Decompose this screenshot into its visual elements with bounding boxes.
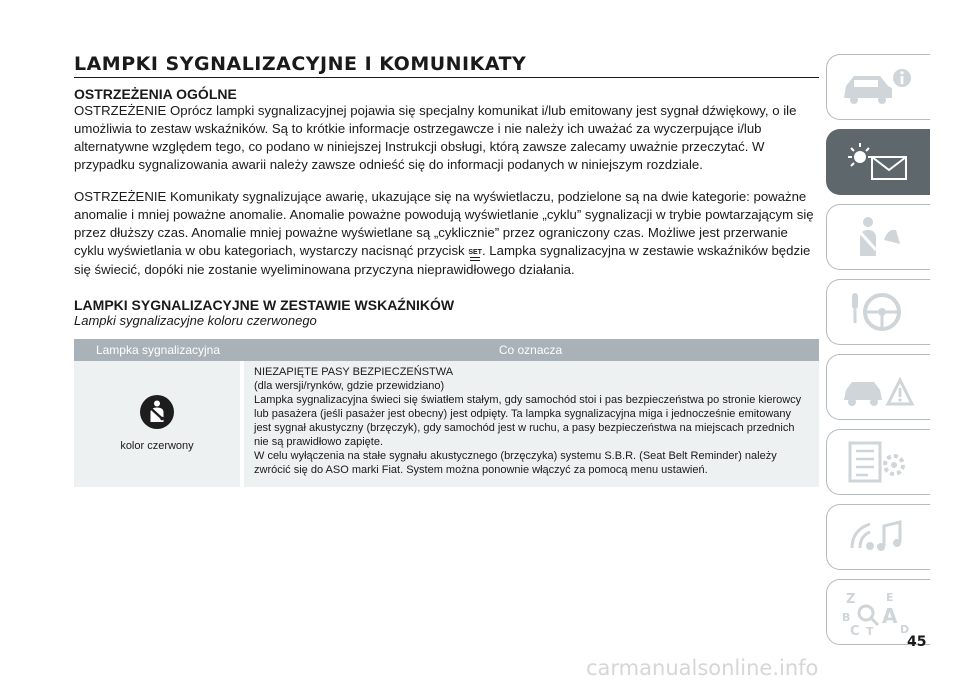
page-number: 45 (907, 634, 927, 650)
tab-warning-lights[interactable] (826, 129, 930, 195)
lamp-color-label: kolor czerwony (120, 440, 194, 452)
paragraph-text-after: . Lampka sygnalizacyjna w zestawie wskaźników będzie się świecić, dopóki nie zostanie wyeliminowana przyczyna nieprawidłowego działania. (74, 243, 811, 277)
paragraph-general-warning: OSTRZEŻENIE Oprócz lampki sygnalizacyjnej pojawia się specjalny komunikat i/lub emitowany jest sygnał dźwiękowy, o ile umożliwia to zestaw wskaźników. Są to krótkie informacje ostrzegawcze i nie należy ich uważać za wyczerpujące i/lub alternatywne względem tego, co podano w niniejszej Instrukcji obsługi, którą zawsze zalecamy uważnie przeczytać. W przypadku sygnalizowania awarii należy zawsze odnieść się do informacji podanych w niniejszym rozdziale. (74, 103, 797, 172)
tab-safety[interactable] (826, 204, 930, 270)
chapter-tabs (826, 54, 930, 654)
index-letter-c: C (849, 624, 860, 639)
warning-sbr-note: W celu wyłączenia na stałe sygnału akustycznego (brzęczyka) systemu S.B.R. (Seat Belt Reminder) należy zwrócić się do ASO marki Fiat. System można ponownie włączyć za pomocą menu ustawień. (254, 450, 777, 476)
tab-emergency[interactable] (826, 354, 930, 420)
warning-lights-table (74, 339, 819, 487)
page-title: LAMPKI SYGNALIZACYJNE I KOMUNIKATY (74, 54, 819, 78)
car-info-icon (836, 60, 922, 114)
tab-multimedia[interactable] (826, 504, 930, 570)
main-content (74, 54, 819, 329)
steering-key-icon (836, 285, 922, 339)
set-button-icon: SET (468, 249, 482, 261)
header-meaning: Co oznacza (242, 339, 819, 361)
subsection-title: LAMPKI SYGNALIZACYJNE W ZESTAWIE WSKAŹNIKÓW (74, 297, 455, 313)
warning-availability: (dla wersji/rynków, gdzie przewidziano) (254, 380, 445, 392)
index-abc-icon (836, 585, 922, 639)
warning-description: Lampka sygnalizacyjna świeci się światłem stałym, gdy samochód stoi i pas bezpieczeństwa po stronie kierowcy lub pasażera (jeśli pasażer jest obecny) jest odpięty. Ta lampka sygnalizacyjna miga i jednocześnie emitowany jest sygnał akustyczny (brzęczyk), gdy samochód jest w ruchu, a pasy bezpieczeństwa na miejscach przednich nie są prawidłowo zapięte. (254, 394, 802, 448)
index-letter-e: E (885, 591, 894, 604)
watermark: carmanualsonline.info (586, 656, 819, 680)
paragraph-text-before: OSTRZEŻENIE Komunikaty sygnalizujące awarię, ukazujące się na wyświetlaczu, podzielone są na dwie kategorie: poważne anomalie i mniej poważne anomalie. Anomalie poważne powodują wyświetlanie „cyklu” sygnalizacji w trybie powtarzającym się przez dłuższy czas. Anomalie mniej poważne wyświetlane są „cyklicznie” przez ograniczony czas. Możliwe jest przerwanie cyklu wyświetlania w obu kategoriach, wystarczy nacisnąć przycisk (74, 189, 814, 258)
tab-driving[interactable] (826, 279, 930, 345)
seat-safety-icon (836, 210, 922, 264)
lamp-cell (74, 361, 242, 487)
index-letter-d: D (899, 623, 909, 636)
emergency-icon (836, 360, 922, 414)
warning-title: NIEZAPIĘTE PASY BEZPIECZEŃSTWA (254, 366, 454, 378)
table-header-row (74, 339, 819, 361)
header-lamp: Lampka sygnalizacyjna (74, 339, 242, 361)
table-row (74, 361, 819, 487)
paragraph-message-categories (74, 188, 819, 279)
section-title: OSTRZEŻENIA OGÓLNE (74, 86, 237, 102)
index-letter-b: B (841, 611, 850, 624)
tab-car-info[interactable] (826, 54, 930, 120)
meaning-cell (242, 361, 819, 487)
index-letter-z: Z (845, 592, 855, 607)
tab-maintenance[interactable] (826, 429, 930, 495)
seatbelt-icon (140, 395, 174, 429)
multimedia-icon (836, 510, 922, 564)
index-letter-t: T (865, 625, 874, 638)
maintenance-icon (836, 435, 922, 489)
subsection-subtitle: Lampki sygnalizacyjne koloru czerwonego (74, 313, 317, 328)
index-letter-a: A (881, 604, 897, 628)
warning-lights-messages-icon (836, 135, 922, 189)
